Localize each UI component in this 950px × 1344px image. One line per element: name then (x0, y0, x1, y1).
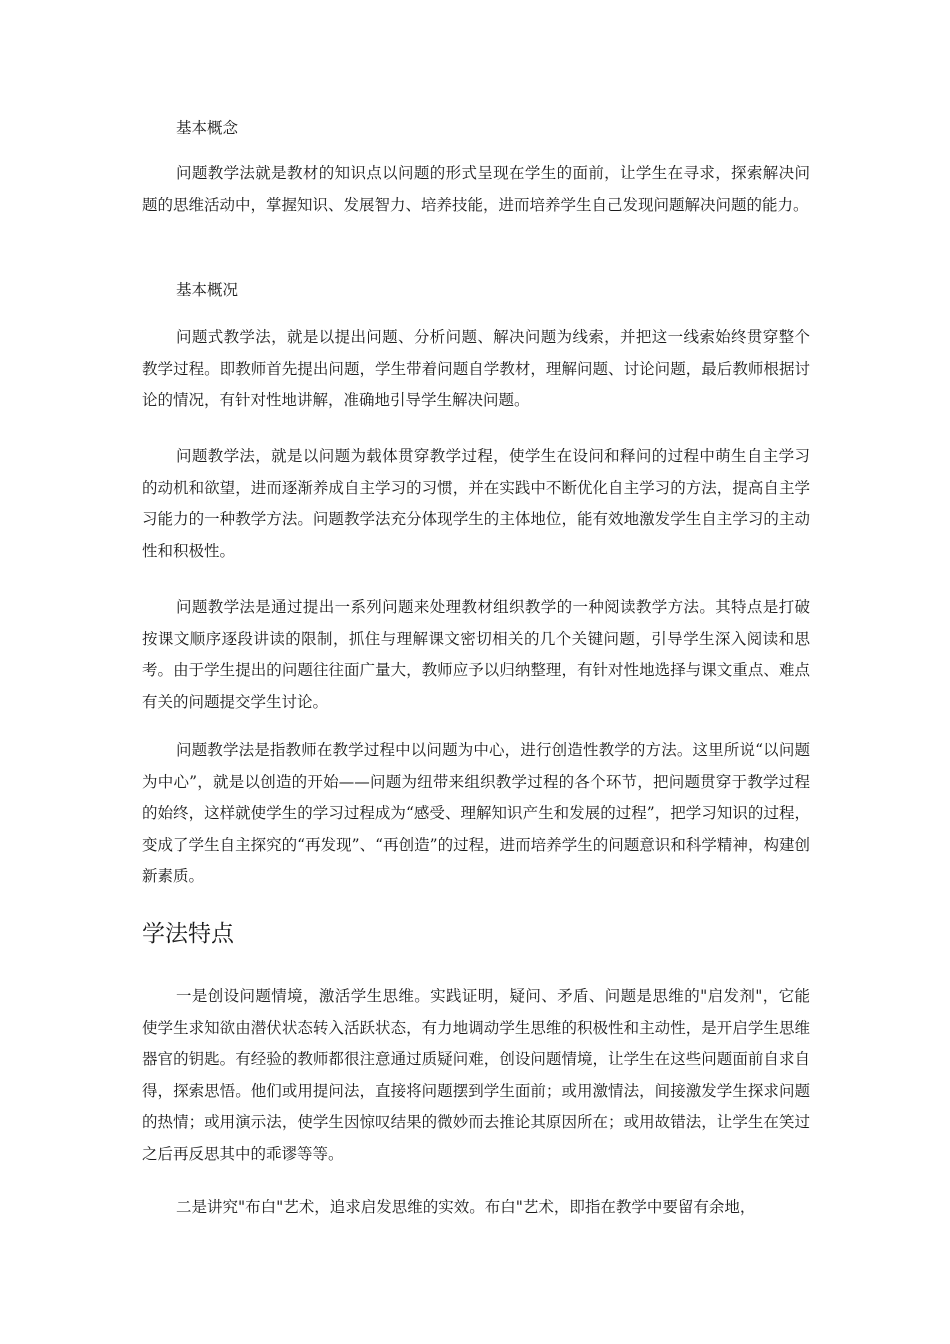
concept-paragraph: 问题教学法就是教材的知识点以问题的形式呈现在学生的面前，让学生在寻求，探索解决问题的思维活动中，掌握知识、发展智力、培养技能，进而培养学生自己发现问题解决问题的能力。 (142, 164, 810, 214)
section-paragraph-1: 一是创设问题情境，激活学生思维。实践证明，疑问、矛盾、问题是思维的"启发剂"，它能使学生求知欲由潜伏状态转入活跃状态，有力地调动学生思维的积极性和主动性，是开启学生思维器官的钥匙。有经验的教师都很注意通过质疑问难，创设问题情境，让学生在这些问题面前自求自得，探索思悟。他们或用提问法，直接将问题摆到学生面前；或用激情法，间接激发学生探求问题的热情；或用演示法，使学生因惊叹结果的微妙而去推论其原因所在；或用故错法，让学生在笑过之后再反思其中的乖谬等等。 (142, 987, 810, 1163)
section-heading: 学法特点 (142, 921, 234, 947)
overview-paragraph-4: 问题教学法是指教师在教学过程中以问题为中心，进行创造性教学的方法。这里所说“以问题为中心”，就是以创造的开始——问题为纽带来组织教学过程的各个环节，把问题贯穿于教学过程的始终，这样就使学生的学习过程成为“感受、理解知识产生和发展的过程”，把学习知识的过程，变成了学生自主探究的“再发现”、“再创造”的过程，进而培养学生的问题意识和科学精神，构建创新素质。 (142, 741, 810, 885)
concept-heading: 基本概念 (176, 119, 239, 137)
overview-heading: 基本概况 (176, 281, 239, 299)
section-paragraph-2: 二是讲究"布白"艺术，追求启发思维的实效。布白"艺术，即指在教学中要留有余地， (176, 1198, 756, 1216)
overview-paragraph-2: 问题教学法，就是以问题为载体贯穿教学过程，使学生在设问和释问的过程中萌生自主学习的动机和欲望，进而逐渐养成自主学习的习惯，并在实践中不断优化自主学习的方法，提高自主学习能力的一种教学方法。问题教学法充分体现学生的主体地位，能有效地激发学生自主学习的主动性和积极性。 (142, 447, 810, 560)
overview-paragraph-1: 问题式教学法，就是以提出问题、分析问题、解决问题为线索，并把这一线索始终贯穿整个教学过程。即教师首先提出问题，学生带着问题自学教材，理解问题、讨论问题，最后教师根据讨论的情况，有针对性地讲解，准确地引导学生解决问题。 (142, 328, 810, 409)
overview-paragraph-3: 问题教学法是通过提出一系列问题来处理教材组织教学的一种阅读教学方法。其特点是打破按课文顺序逐段讲读的限制，抓住与理解课文密切相关的几个关键问题，引导学生深入阅读和思考。由于学生提出的问题往往面广量大，教师应予以归纳整理，有针对性地选择与课文重点、难点有关的问题提交学生讨论。 (142, 598, 810, 711)
